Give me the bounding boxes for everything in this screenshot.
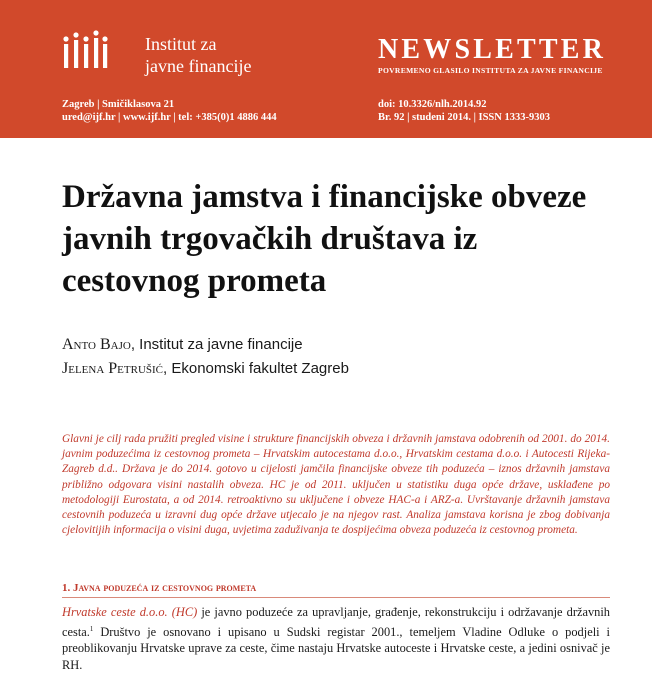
doi-line: doi: 10.3326/nlh.2014.92 <box>378 99 487 110</box>
author-affiliation: Institut za javne financije <box>139 336 303 353</box>
body-text-part2: Društvo je osnovano i upisano u Sudski registar 2001., temeljem Vladine Odluke o podjeli i preoblikovanju Hrvatske uprave za ceste, čime nastaju Hrvatske autoceste i Hrvatske ceste, a jedini osnivač je RH. <box>62 624 610 672</box>
newsletter-title: NEWSLETTER <box>378 34 607 65</box>
article-title: Državna jamstva i financijske obveze javnih trgovačkih društava iz cestovnog prometa <box>62 179 587 299</box>
institute-logo-icon <box>62 30 108 70</box>
body-highlight: Hrvatske ceste d.o.o. (HC) <box>62 605 198 619</box>
body-text-part1: je javno poduzeće za upravljanje, građenje, rekonstrukciju i održavanje državnih cesta. <box>62 605 610 639</box>
newsletter-header <box>0 0 652 138</box>
institute-name-line1: Institut za <box>145 34 217 54</box>
author-1: Anto Bajo, Institut za javne financije <box>62 336 303 353</box>
institute-name-line2: javne financije <box>145 56 252 76</box>
address-line: Zagreb | Smičiklasova 21 <box>62 99 175 110</box>
footnote-marker[interactable]: 1 <box>89 624 94 633</box>
abstract: Glavni je cilj rada pružiti pregled visine i strukture financijskih obveza i državnih jamstava odobrenih od 2001. do 2014. javnim poduzećima iz cestovnog prometa – Hrvatskim autocestama d.o.o., Hrvatskim cestama d.o.o. i Autocesti Rijeka-Zagreb d.d.. Država je do 2014. gotovo u cijelosti jamčila financijske obveze tih poduzeća – iznos državnih jamstava približno odgovara visini nastalih obveza. HC je od 2011. uključen u statistiku duga opće države, usklađene po metodologiji Eurostata, a od 2014. retroaktivno su uključene i obveze HAC-a i ARZ-a. Uvrštavanje državnih jamstava cestovnih poduzeća u izravni dug opće države utjecalo je na njegov rast. Analiza jamstava korisna je zbog dobivanja cjelovitijih informacija o visini duga, uvjetima zaduživanja te dospijećima obveza poduzeća iz cestovnog prometa. <box>62 433 610 537</box>
issue-line: Br. 92 | studeni 2014. | ISSN 1333-9303 <box>378 112 550 123</box>
section-divider <box>62 597 610 598</box>
author-2: Jelena Petrušić, Ekonomski fakultet Zagreb <box>62 360 349 377</box>
section-heading: 1. Javna poduzeća iz cestovnog prometa <box>62 582 257 594</box>
body-paragraph <box>62 604 610 674</box>
author-affiliation: Ekonomski fakultet Zagreb <box>171 360 349 377</box>
author-name: Jelena Petrušić <box>62 360 164 377</box>
newsletter-subtitle: POVREMENO GLASILO INSTITUTA ZA JAVNE FINANCIJE <box>378 66 603 75</box>
contact-line: ured@ijf.hr | www.ijf.hr | tel: +385(0)1 4886 444 <box>62 112 277 123</box>
author-name: Anto Bajo <box>62 336 131 353</box>
